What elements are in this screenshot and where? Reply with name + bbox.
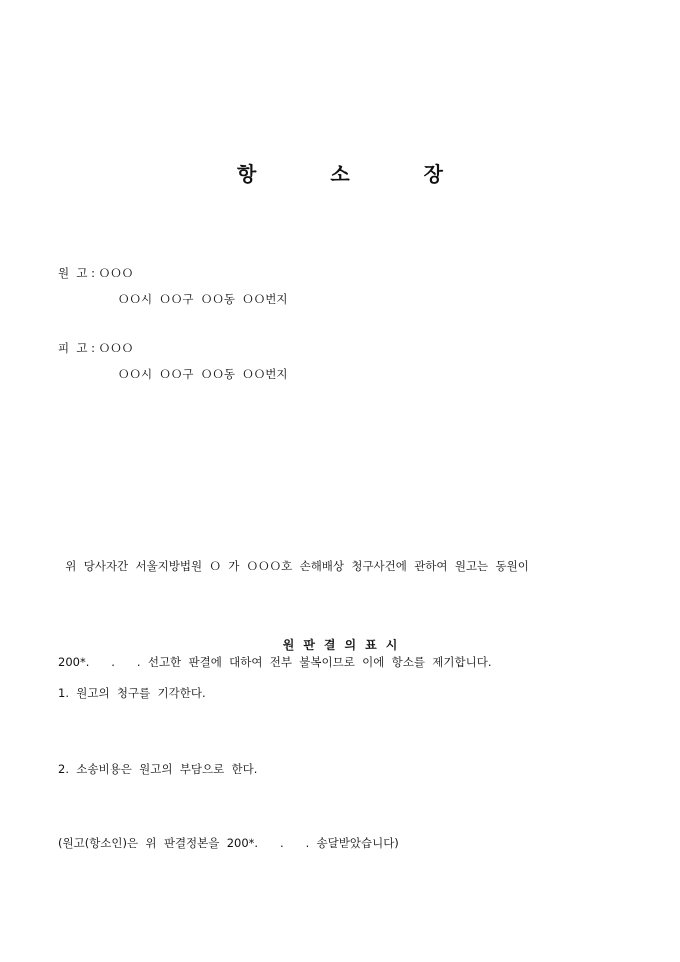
heading-char: 판	[303, 638, 315, 652]
defendant-name: ＯＯＯ	[98, 341, 134, 355]
plaintiff-block	[58, 266, 287, 306]
defendant-address: ＯＯ시 ＯＯ구 ＯＯ동 ＯＯ번지	[118, 367, 288, 381]
plaintiff-role-label: 원 고 :	[58, 266, 99, 280]
heading-char: 결	[323, 638, 336, 652]
heading-char: 의	[344, 638, 357, 652]
title-char: 소	[330, 162, 350, 186]
judgment-item-2: 2. 소송비용은 원고의 부담으로 한다.	[58, 762, 258, 776]
title-char: 항	[237, 162, 257, 186]
defendant-role-label: 피 고 :	[58, 341, 99, 355]
appeal-statement	[58, 486, 628, 710]
heading-char: 시	[385, 638, 398, 652]
heading-char: 표	[365, 638, 377, 652]
title-char: 장	[423, 162, 443, 186]
section-heading	[0, 636, 680, 653]
judgment-item-1: 1. 원고의 청구를 기각한다.	[58, 686, 206, 700]
appeal-statement-line-2: 200*. . . 선고한 판결에 대하여 전부 불복이므로 이에 항소를 제기합니다.	[58, 655, 492, 669]
service-note: (원고(항소인)은 위 판결정본을 200*. . . 송달받았습니다)	[58, 836, 399, 850]
heading-char: 원	[282, 638, 295, 652]
plaintiff-address: ＯＯ시 ＯＯ구 ＯＯ동 ＯＯ번지	[118, 292, 288, 306]
plaintiff-name: ＯＯＯ	[98, 266, 134, 280]
document-title	[0, 158, 680, 187]
defendant-block	[58, 341, 287, 381]
appeal-statement-line-1: 위 당사자간 서울지방법원 Ｏ 가 ＯＯＯ호 손해배상 청구사건에 관하여 원고는 동원이	[58, 559, 529, 573]
